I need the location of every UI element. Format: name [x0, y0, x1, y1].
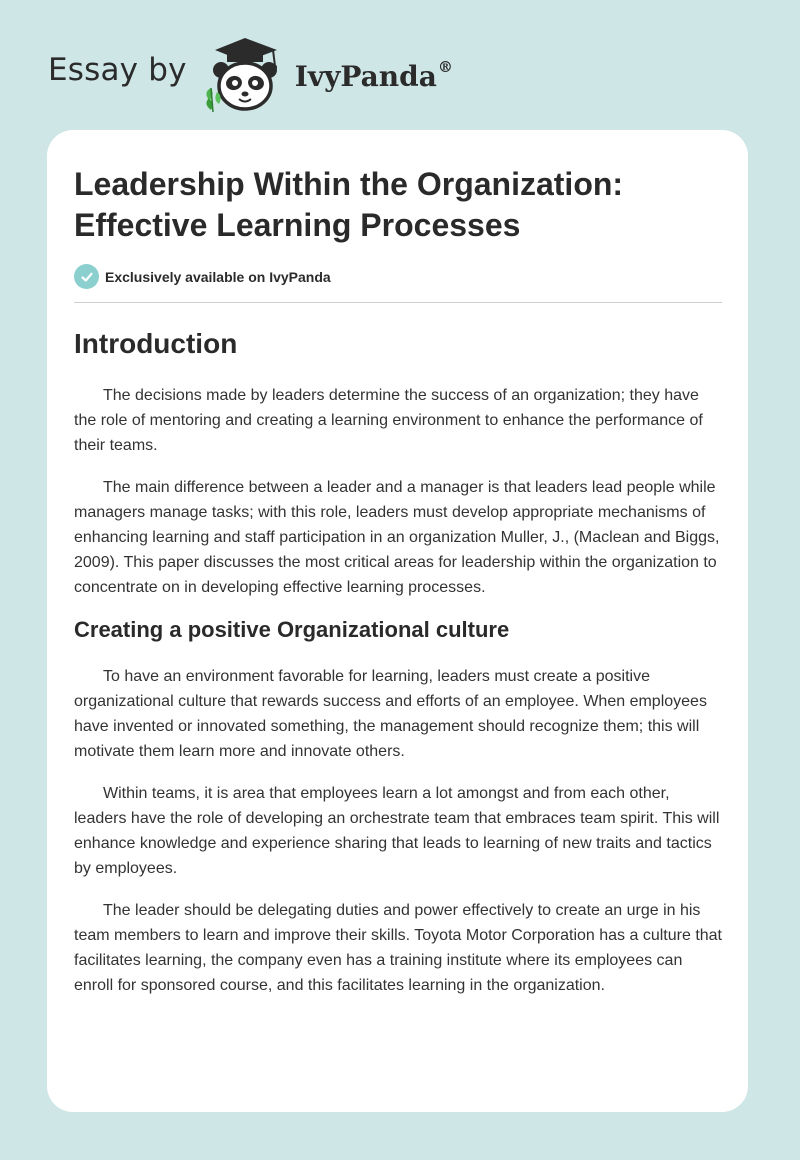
- check-icon: [74, 264, 99, 289]
- divider: [74, 302, 722, 303]
- article-title: Leadership Within the Organization: Effective Learning Processes: [74, 166, 624, 243]
- paragraph: The leader should be delegating duties and power effectively to create an urge in his team members to learn and improve their skills. Toyota Motor Corporation has a culture that facilitates learning, the company even has a training institute where its employees can enroll for sponsored course, and this facilitates learning in the organization.: [74, 902, 722, 994]
- brand-label: IvyPanda: [294, 59, 437, 93]
- section-heading-organizational-culture: Creating a positive Organizational culture: [74, 617, 510, 642]
- exclusive-badge: [74, 264, 331, 289]
- panda-logo-icon[interactable]: [201, 34, 287, 114]
- exclusive-label: Exclusively available on IvyPanda: [105, 268, 331, 285]
- article-body: [74, 322, 722, 998]
- registered-mark: ®: [437, 57, 453, 76]
- paragraph: The main difference between a leader and a manager is that leaders lead people while managers manage tasks; with this role, leaders must develop appropriate mechanisms of enhancing learning and staff participation in an organization Muller, J., (Maclean and Biggs, 2009). This paper discusses the most critical areas for leadership within the organization to concentrate on in developing effective learning processes.: [74, 479, 720, 596]
- section-heading-introduction: Introduction: [74, 328, 238, 359]
- paragraph: Within teams, it is area that employees learn a lot amongst and from each other, leaders have the role of developing an orchestrate team that embraces team spirit. This will enhance knowledge and experience sharing that leads to learning of new traits and tactics by employees.: [74, 785, 720, 877]
- paragraph: The decisions made by leaders determine the success of an organization; they have the role of mentoring and creating a learning environment to enhance the performance of their teams.: [74, 387, 703, 454]
- paragraph: To have an environment favorable for learning, leaders must create a positive organizational culture that rewards success and efforts of an employee. When employees have invented or innovated something, the management should recognize them; this will motivate them learn more and innovate others.: [74, 668, 707, 760]
- site-header: [48, 34, 453, 114]
- essay-by-label: Essay by: [48, 52, 187, 88]
- article-card: [47, 130, 748, 1112]
- brand-name[interactable]: [294, 57, 453, 93]
